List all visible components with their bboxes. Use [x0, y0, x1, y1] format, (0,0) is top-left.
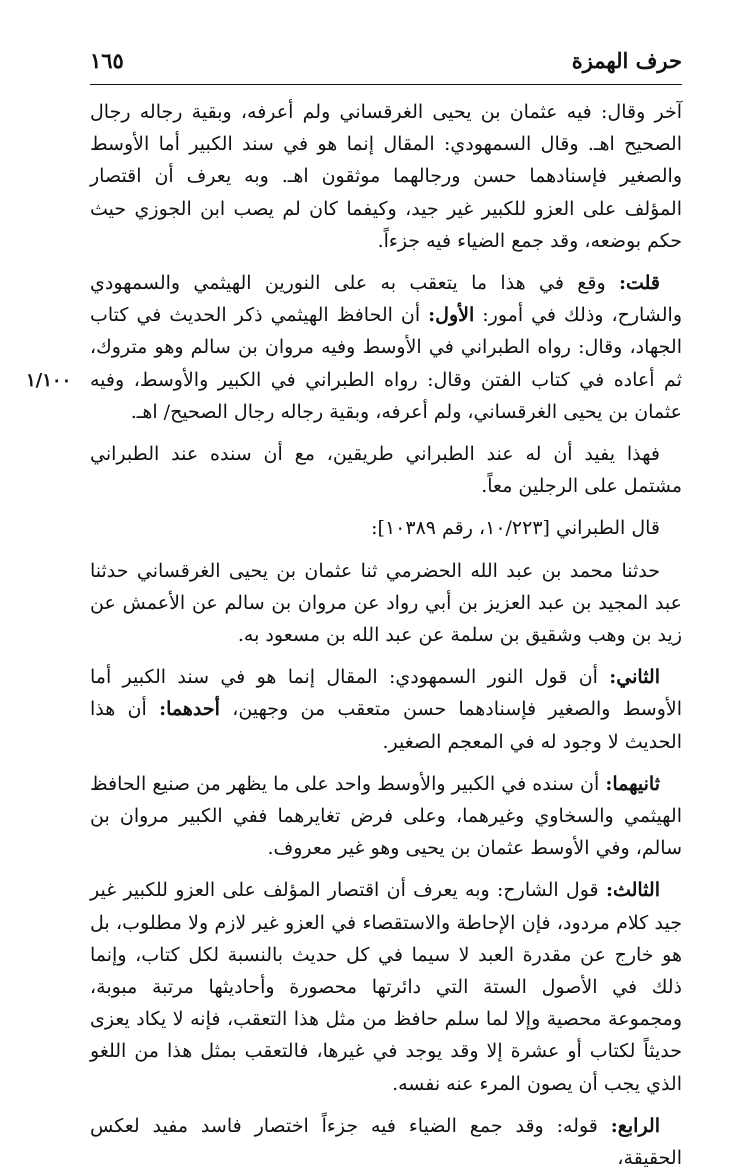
header-rule	[90, 84, 682, 85]
paragraph-lead: الثاني:	[609, 666, 660, 689]
paragraph-text: قال الطبراني [١٠/٢٢٣، رقم ١٠٣٨٩]:	[371, 517, 660, 540]
paragraph-9	[90, 1110, 682, 1174]
paragraph-text: وقع في هذا ما يتعقب به على النورين الهيثمي والسمهودي والشارح، وذلك في أمور:	[90, 272, 682, 327]
paragraph-text: أن قول النور السمهودي: المقال إنما هو في سند الكبير أما الأوسط والصغير فإسنادهما حسن متعقب من وجهين،	[90, 666, 682, 721]
paragraph-text: حدثنا محمد بن عبد الله الحضرمي ثنا عثمان بن يحيى الغرقساني حدثنا عبد المجيد بن عبد العزيز بن أبي رواد عن مروان بن سالم عن الأعمش عن زيد بن وهب وشقيق بن سلمة عن عبد الله بن مسعود به.	[90, 559, 682, 647]
paragraph-7	[90, 768, 682, 865]
paragraph-text: قوله: وقد جمع الضياء فيه جزءاً اختصار فاسد مفيد لعكس الحقيقة،	[90, 1114, 682, 1170]
page-header	[90, 46, 682, 80]
paragraph-lead: ثانيهما:	[605, 772, 660, 795]
body-text	[90, 96, 682, 1174]
paragraph-lead-2: أحدهما:	[159, 698, 220, 721]
paragraph-text: أن سنده في الكبير والأوسط واحد على ما يظهر من صنيع الحافظ الهيثمي والسخاوي وغيرهما، وعلى فرض تغايرهما ففي الكبير مروان بن سالم، وفي الأوسط عثمان بن يحيى وهو غير معروف.	[90, 772, 682, 860]
paragraph-text-2: أن الحافظ الهيثمي ذكر الحديث في كتاب الجهاد، وقال: رواه الطبراني في الأوسط وفيه مروان بن سالم وهو متروك، ثم أعاده في كتاب الفتن وقال: رواه الطبراني في الكبير والأوسط، وفيه عثمان بن يحيى الغرقساني، ولم أعرفه، وبقية رجاله رجال الصحيح/ اهـ.	[90, 304, 682, 423]
paragraph-2	[90, 267, 682, 428]
paragraph-text-2: أن هذا الحديث لا وجود له في المعجم الصغير.	[90, 698, 682, 753]
page-number: ١٦٥	[90, 48, 124, 73]
paragraph-text: قول الشارح: وبه يعرف أن اقتصار المؤلف على العزو للكبير غير جيد كلام مردود، فإن الإحاطة والاستقصاء في العزو غير لازم ولا مطلوب، بل هو خارج عن مقدرة العبد لا سيما في كل حديث بالنسبة لكل كتاب، وإنما ذلك في الأصول الستة التي دائرتها محصورة وأحاديثها مرتبة مبوبة، ومجموعة محصية وإلا لما سلم حافظ من مثل هذا التعقب، فإنه لا يكاد يعزى حديثاً لكتاب أو عشرة إلا وقد يوجد في غيرها، فالتعقب بمثل هذا من اللغو الذي يجب أن يصون المرء عنه نفسه.	[90, 879, 682, 1095]
paragraph-lead: قلت:	[618, 272, 660, 295]
paragraph-lead: الرابع:	[610, 1114, 660, 1137]
margin-reference: ١/١٠٠	[26, 370, 72, 391]
paragraph-3	[90, 438, 682, 502]
paragraph-text: آخر وقال: فيه عثمان بن يحيى الغرقساني ولم أعرفه، وبقية رجاله رجال الصحيح اهـ. وقال السمهودي: المقال إنما هو في سند الكبير أما الأوسط والصغير فإسنادهما حسن ورجالهما موثقون اهـ. وبه يعرف أن اقتصار المؤلف على العزو للكبير غير جيد، وكيفما كان لم يصب ابن الجوزي حيث حكم بوضعه، وقد جمع الضياء فيه جزءاً.	[90, 101, 682, 252]
paragraph-8	[90, 874, 682, 1099]
paragraph-text: فهذا يفيد أن له عند الطبراني طريقين، مع أن سنده عند الطبراني مشتمل على الرجلين معاً.	[90, 443, 682, 498]
paragraph-lead-2: الأول:	[428, 304, 475, 327]
paragraph-lead: الثالث:	[605, 879, 660, 902]
paragraph-6	[90, 661, 682, 758]
paragraph-5	[90, 555, 682, 652]
paragraph-1	[90, 96, 682, 257]
paragraph-4	[90, 512, 682, 544]
running-title: حرف الهمزة	[571, 48, 682, 73]
